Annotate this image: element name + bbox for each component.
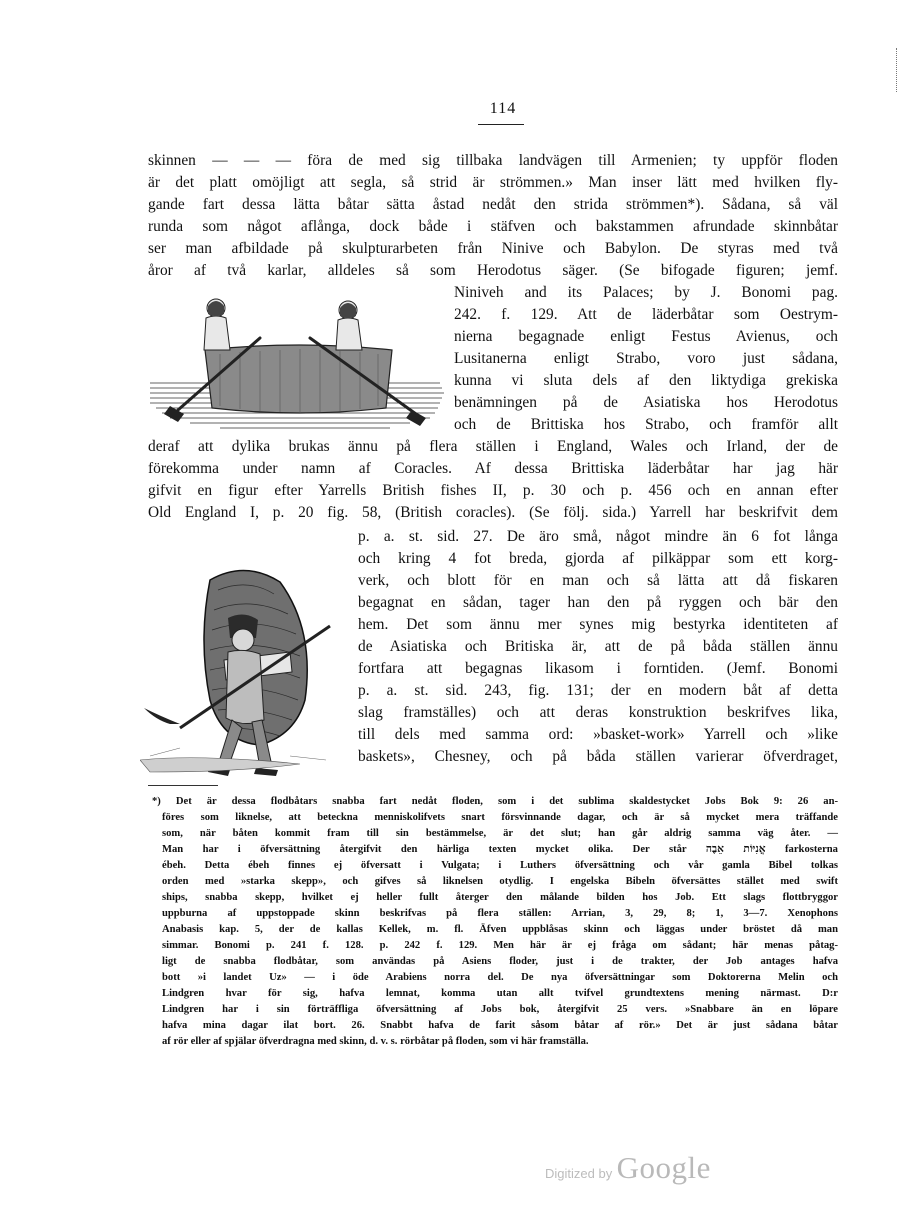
text-line: hem. Det som ännu mer synes mig bestyrka identiteten af [358, 616, 838, 633]
footnote-line: som, när båten kommit fram till sin bestämmelse, är det slut; han går aldrig samma väg åter. — [162, 828, 838, 839]
text-line: kunna vi sluta dels af den liktydiga grekiska [454, 372, 838, 389]
figure-skin-boat [150, 288, 450, 440]
footnote-line: orden med »starka skepp», och gifves så liknelsen otydlig. I engelska Bibeln öfversättes stället med swift [162, 876, 838, 887]
text-line: benämningen på de Asiatiska hos Herodotus [454, 394, 838, 411]
text-line: p. a. st. sid. 27. De äro små, något mindre än 6 fot långa [358, 528, 838, 545]
text-line: verk, och blott för en man och så lätta att då fiskaren [358, 572, 838, 589]
text-line: ser man afbildade på skulpturarbeten från Ninive och Babylon. De styras med två [148, 240, 838, 257]
text-line: till dels med samma ord: »basket-work» Yarrell och »like [358, 726, 838, 743]
google-logo: Google [616, 1150, 711, 1185]
text-line: Lusitanerna enligt Strabo, voro just sådana, [454, 350, 838, 367]
text-line: 242. f. 129. Att de läderbåtar som Oestrym- [454, 306, 838, 323]
page-number: 114 [489, 100, 517, 117]
text-line: är det platt omöjligt att segla, så strid är strömmen.» Man inser lätt med hvilken fly- [148, 174, 838, 191]
footnote-line: Anabasis kap. 5, der de kallas Kellek, m. fl. Äfven uppblåsas skinn och läggas under bröstet då man [162, 924, 838, 935]
footnote-line: Lindgren hvar för sig, hafva lemnat, komma utan allt tvifvel grundtextens mening närmast. D:r [162, 988, 838, 999]
text-line: och de Brittiska hos Strabo, och framför allt [454, 416, 838, 433]
footnote-line: ébeh. Detta ébeh finnes ej öfversatt i Vulgata; i Luthers öfversättning och vår gamla Bibel tolkas [162, 860, 838, 871]
text-line: Old England I, p. 20 fig. 58, (British coracles). (Se följ. sida.) Yarrell har beskrifvit dem [148, 504, 838, 521]
text-line: och kring 4 fot breda, gjorda af pilkäppar som ett korg- [358, 550, 838, 567]
text-line: nierna begagnade enligt Festus Avienus, och [454, 328, 838, 345]
text-line: förekomma under namn af Coracles. Af dessa Brittiska läderbåtar har jag här [148, 460, 838, 477]
footnote-line: hafva mina dagar ilat bort. 26. Snabbt hafva de farit såsom båtar af rör.» Det är just sådana båtar [162, 1020, 838, 1031]
scan-edge-marks [896, 48, 898, 92]
text-line: baskets», Chesney, och på båda ställen varierar öfverdraget, [358, 748, 838, 765]
text-line: runda som något aflånga, dock både i stäfven och bakstammen afrundade skinnbåtar [148, 218, 838, 235]
footnote-line: bott »i landet Uz» — i öde Arabiens norra del. De nya öfversättningar som Doktorerna Melin och [162, 972, 838, 983]
footnote-rule [148, 785, 218, 786]
text-line: skinnen — — — föra de med sig tillbaka landvägen till Armenien; ty uppför floden [148, 152, 838, 169]
page-number-rule [478, 124, 524, 125]
text-line: fortfara att begagnas likasom i forntiden. (Jemf. Bonomi [358, 660, 838, 677]
footnote-line: föres som liknelse, att beteckna menniskolifvets snart försvinnande dagar, och är så mycket mera träffande [162, 812, 838, 823]
text-line: gande fart dessa lätta båtar sätta åstad nedåt den strida strömmen*). Sådana, så väl [148, 196, 838, 213]
text-line: gifvit en figur efter Yarrells British fishes II, p. 30 och p. 456 och en annan efter [148, 482, 838, 499]
footnote-line: Man har i öfversättning återgifvit den härliga texten mycket olika. Der står אֳנִיּוֹת אֵבֶה farkosterna [162, 844, 838, 855]
footnote-line: *) Det är dessa flodbåtars snabba fart nedåt floden, som i det sublima skaldestycket Jobs Bok 9: 26 an- [152, 796, 838, 807]
text-line: åror af två karlar, alldeles så som Herodotus säger. (Se bifogade figuren; jemf. [148, 262, 838, 279]
text-line: slag framställes) och att deras konstruktion beskrifves lika, [358, 704, 838, 721]
footnote-line: simmar. Bonomi p. 241 f. 128. p. 242 f. 129. Men här är ej fråga om sådant; här menas påtag- [162, 940, 838, 951]
digitized-by-label: Digitized by [545, 1166, 613, 1181]
text-line: Niniveh and its Palaces; by J. Bonomi pag. [454, 284, 838, 301]
figure-coracle-carrier [140, 560, 345, 785]
text-line: deraf att dylika brukas ännu på flera ställen i England, Wales och Irland, der de [148, 438, 838, 455]
footnote-line: Lindgren har i sin förträffliga öfversättning af Jobs bok, återgifvit 25 vers. »Snabbare än en löpare [162, 1004, 838, 1015]
text-line: p. a. st. sid. 243, fig. 131; der en modern båt af detta [358, 682, 838, 699]
digitized-by-google-watermark [545, 1150, 711, 1186]
footnote-line: ships, snabba skepp, hvilket ej heller fullt återger den målande bilden hos Job. Ett slags flottbryggor [162, 892, 838, 903]
footnote-line: uppburna af uppstoppade skinn beskrifvas på flera ställen: Arrian, 3, 29, 8; 1, 3—7. Xenophons [162, 908, 838, 919]
footnote-line: af rör eller af spjälar öfverdragna med skinn, d. v. s. rörbåtar på floden, som vi här framställa. [162, 1036, 589, 1047]
footnote-line: ligt de snabba flodbåtar, som användas på Asiens floder, just i de trakter, der Job antages hafva [162, 956, 838, 967]
text-line: de Asiatiska och Britiska är, att de på båda ställen ännu [358, 638, 838, 655]
text-line: begagnat en sådan, tager han den på ryggen och bär den [358, 594, 838, 611]
